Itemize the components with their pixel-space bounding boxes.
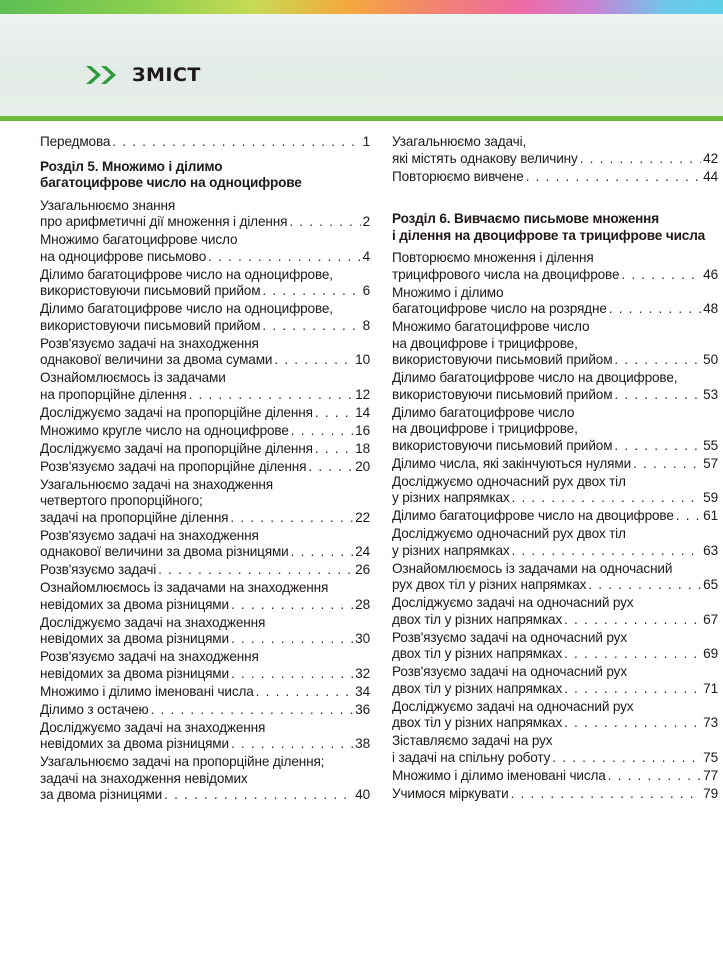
toc-entry-last-line: [392, 169, 718, 186]
toc-entry-text: Ділимо багатоцифрове число: [392, 404, 575, 420]
dot-leader: [633, 456, 701, 473]
page-header: [0, 14, 723, 116]
toc-entry[interactable]: [40, 134, 370, 151]
toc-entry-text: які містять однакову величину: [392, 150, 578, 166]
dot-leader: [231, 631, 353, 648]
toc-entry-text: Розв'язуємо задачі на знаходження: [40, 527, 259, 543]
dot-leader: [291, 423, 353, 440]
toc-entry[interactable]: [40, 301, 370, 334]
toc-entry-text: Узагальнюємо задачі на пропорційне ділення;: [40, 754, 325, 769]
page-number: 59: [703, 490, 718, 505]
toc-entry-text: Розв'язуємо задачі: [40, 562, 157, 577]
toc-entry-last-line: [40, 787, 370, 804]
toc-entry-last-line: [392, 786, 718, 803]
toc-entry-text: Ознайомлюємось із задачами: [40, 370, 226, 385]
page-number: 44: [703, 168, 718, 184]
dot-leader: [552, 750, 701, 767]
dot-leader: [588, 577, 701, 594]
toc-entry[interactable]: [392, 370, 718, 403]
dot-leader: [230, 510, 353, 527]
toc-entry[interactable]: [392, 526, 718, 559]
toc-entry-text: Ділимо з остачею: [40, 701, 149, 717]
toc-entry-last-line: [40, 736, 370, 753]
toc-entry-text: використовуючи письмовий прийом: [40, 283, 261, 298]
dot-leader: [564, 646, 701, 663]
dot-leader: [614, 387, 701, 404]
toc-entry-text: Повторюємо вивчене: [392, 168, 524, 184]
toc-entry-last-line: [40, 597, 370, 614]
toc-entry-text: рух двох тіл у різних напрямках: [392, 577, 587, 592]
toc-entry-text: однакової величини за двома сумами: [40, 352, 273, 367]
header-rule: [0, 116, 723, 121]
toc-entry[interactable]: [40, 702, 370, 719]
toc-entry-text: Досліджуємо одночасний рух двох тіл: [392, 526, 626, 541]
toc-entry-text: двох тіл у різних напрямках: [392, 611, 563, 627]
toc-entry-text: Ознайомлюємось із задачами на одночасний: [392, 560, 673, 576]
dot-leader: [262, 318, 360, 335]
toc-entry[interactable]: [40, 370, 370, 403]
dot-leader: [580, 151, 701, 168]
toc-entry-last-line: [40, 631, 370, 648]
toc-entry-text: Ділимо багатоцифрове число на одноцифрове,: [40, 301, 333, 316]
toc-entry-text: Ділимо числа, які закінчуються нулями: [392, 455, 632, 471]
toc-entry-text: Досліджуємо задачі на знаходження: [40, 614, 266, 630]
toc-entry-text: Узагальнюємо задачі на знаходження: [40, 476, 273, 492]
toc-entry[interactable]: [392, 664, 718, 697]
toc-entry-text: Досліджуємо задачі на одночасний рух: [392, 698, 634, 714]
toc-entry-text: у різних напрямках: [392, 490, 510, 505]
toc-entry-text: на одноцифрове письмово: [40, 248, 207, 264]
toc-entry-text: невідомих за двома різницями: [40, 665, 229, 681]
toc-entry-text: Досліджуємо задачі на знаходження: [40, 719, 266, 735]
toc-entry-last-line: [40, 318, 370, 335]
toc-entry-text: на двоцифрове і трицифрове,: [392, 421, 578, 436]
toc-entry-text: Передмова: [40, 134, 111, 149]
toc-entry-text: четвертого пропорційного;: [40, 493, 203, 508]
page-number: 73: [703, 715, 718, 730]
toc-entry[interactable]: [392, 474, 718, 507]
page-number: 67: [703, 611, 718, 627]
toc-entry-last-line: [392, 456, 718, 473]
toc-entry-last-line: [40, 666, 370, 683]
dot-leader: [676, 508, 701, 525]
page-number: 69: [703, 646, 718, 661]
dot-leader: [208, 249, 360, 266]
toc-entry-text: про арифметичні дії множення і ділення: [40, 214, 288, 229]
toc-entry-text: Розв'язуємо задачі на знаходження: [40, 335, 259, 351]
dot-leader: [564, 715, 701, 732]
page-number: 16: [355, 422, 370, 438]
page-number: 32: [355, 665, 370, 681]
page-number: 40: [355, 787, 370, 802]
toc-entry-text: Розв'язуємо задачі на одночасний рух: [392, 664, 627, 679]
page-number: 79: [703, 785, 718, 801]
toc-entry[interactable]: [392, 456, 718, 473]
page-number: 4: [362, 248, 370, 264]
dot-leader: [614, 438, 701, 455]
toc-entry-text: Учимося міркувати: [392, 785, 509, 801]
dot-leader: [608, 768, 702, 785]
section-heading-line: і ділення на двоцифрове та трицифрове числа: [392, 227, 706, 243]
toc-entry[interactable]: [392, 285, 718, 318]
toc-entry-last-line: [392, 543, 718, 560]
toc-entry-last-line: [40, 510, 370, 527]
dot-leader: [564, 681, 701, 698]
toc-entry[interactable]: [40, 562, 370, 579]
toc-entry-text: за двома різницями: [40, 787, 163, 802]
toc-entry[interactable]: [392, 508, 718, 525]
toc-entry-last-line: [40, 702, 370, 719]
toc-entry-last-line: [40, 405, 370, 422]
toc-entry[interactable]: [40, 528, 370, 561]
toc-entry-text: невідомих за двома різницями: [40, 736, 229, 751]
page-number: 20: [355, 458, 370, 474]
page-title: ЗМІСТ: [132, 64, 201, 86]
dot-leader: [164, 787, 353, 804]
toc-entry-text: і задачі на спільну роботу: [392, 749, 551, 765]
toc-entry[interactable]: [40, 198, 370, 231]
toc-entry-last-line: [40, 387, 370, 404]
section-heading-line: Розділ 5. Множимо і ділимо: [40, 158, 223, 174]
dot-leader: [526, 169, 701, 186]
page-number: 55: [703, 437, 718, 453]
toc-entry[interactable]: [392, 405, 718, 455]
color-stripe: [0, 0, 723, 14]
page-number: 36: [355, 701, 370, 717]
toc-entry-text: задачі на знаходження невідомих: [40, 770, 248, 786]
page-number: 53: [703, 386, 718, 402]
toc-entry-last-line: [392, 438, 718, 455]
toc-entry-text: невідомих за двома різницями: [40, 596, 229, 612]
toc-entry-last-line: [392, 646, 718, 663]
page-number: 8: [362, 317, 370, 333]
toc-entry-text: Розв'язуємо задачі на одночасний рух: [392, 629, 627, 645]
toc-entry-text: Досліджуємо задачі на пропорційне ділення: [40, 440, 313, 456]
toc-entry-text: Досліджуємо задачі на одночасний рух: [392, 595, 634, 610]
dot-leader: [315, 405, 353, 422]
toc-entry-text: двох тіл у різних напрямках: [392, 715, 563, 730]
toc-entry-text: Зіставляємо задачі на рух: [392, 733, 553, 748]
page-number: 46: [703, 266, 718, 282]
dot-leader: [274, 352, 353, 369]
toc-entry[interactable]: [40, 441, 370, 458]
toc-entry-text: двох тіл у різних напрямках: [392, 646, 563, 661]
dot-leader: [291, 544, 354, 561]
dot-leader: [564, 612, 701, 629]
toc-entry[interactable]: [40, 232, 370, 265]
toc-entry-text: Узагальнюємо задачі,: [392, 134, 527, 149]
toc-entry-text: Множимо і ділимо іменовані числа: [40, 683, 254, 699]
dot-leader: [231, 597, 353, 614]
page-number: 48: [703, 301, 718, 316]
section-heading-line: Розділ 6. Вивчаємо письмове множення: [392, 211, 660, 226]
toc-entry[interactable]: [392, 250, 718, 283]
toc-entry-text: Множимо і ділимо: [392, 284, 504, 300]
toc-entry-text: Множимо багатоцифрове число: [40, 232, 238, 247]
toc-entry[interactable]: [40, 423, 370, 440]
toc-entry[interactable]: [392, 134, 718, 167]
toc-entry-text: однакової величини за двома різницями: [40, 544, 289, 559]
header-title-group: [84, 64, 201, 86]
toc-entry-text: двох тіл у різних напрямках: [392, 680, 563, 696]
double-chevron-right-icon: [84, 64, 122, 86]
section-heading-line: багатоцифрове число на одноцифрове: [40, 175, 302, 190]
toc-entry[interactable]: [40, 615, 370, 648]
toc-right-column: [392, 134, 718, 804]
toc-entry-last-line: [392, 301, 718, 318]
toc-entry-last-line: [392, 267, 718, 284]
toc-entry-text: Повторюємо множення і ділення: [392, 250, 594, 265]
page-number: 10: [355, 352, 370, 367]
toc-entry[interactable]: [40, 336, 370, 369]
page-number: 75: [703, 749, 718, 765]
page-number: 34: [355, 683, 370, 699]
dot-leader: [308, 459, 353, 476]
toc-entry-text: Розв'язуємо задачі на пропорційне ділення: [40, 458, 307, 474]
toc-entry-last-line: [40, 214, 370, 231]
page-number: 26: [355, 562, 370, 577]
dot-leader: [231, 736, 353, 753]
toc-entry-last-line: [392, 612, 718, 629]
toc-entry[interactable]: [40, 754, 370, 804]
toc-entry[interactable]: [40, 405, 370, 422]
toc-entry[interactable]: [392, 733, 718, 766]
page-number: 38: [355, 736, 370, 751]
toc-entry-text: невідомих за двома різницями: [40, 631, 229, 646]
toc-entry[interactable]: [40, 267, 370, 300]
toc-entry-text: Ділимо багатоцифрове число на двоцифрове: [392, 508, 674, 523]
toc-entry[interactable]: [40, 459, 370, 476]
toc-entry-text: Ділимо багатоцифрове число на одноцифрове,: [40, 266, 333, 282]
toc-entry[interactable]: [392, 319, 718, 369]
dot-leader: [511, 786, 702, 803]
toc-entry-text: використовуючи письмовий прийом: [392, 386, 613, 402]
toc-entry-text: використовуючи письмовий прийом: [40, 317, 261, 333]
toc-entry-last-line: [40, 459, 370, 476]
toc-entry-text: Узагальнюємо знання: [40, 197, 176, 213]
toc-entry-text: використовуючи письмовий прийом: [392, 437, 613, 453]
toc-entry-text: у різних напрямках: [392, 542, 510, 558]
toc-entry-text: Розв'язуємо задачі на знаходження: [40, 649, 259, 664]
dot-leader: [609, 301, 701, 318]
toc-entry-last-line: [392, 577, 718, 594]
page-number: 71: [703, 680, 718, 696]
page-number: 28: [355, 596, 370, 612]
toc-entry-last-line: [392, 490, 718, 507]
toc-entry-text: Ділимо багатоцифрове число на двоцифрове,: [392, 370, 678, 385]
toc-entry[interactable]: [392, 699, 718, 732]
page-number: 63: [703, 542, 718, 558]
toc-entry-text: Досліджуємо задачі на пропорційне ділення: [40, 404, 313, 420]
toc-entry-text: трицифрового числа на двоцифрове: [392, 266, 620, 282]
page-number: 14: [355, 404, 370, 420]
toc-entry[interactable]: [40, 477, 370, 527]
dot-leader: [256, 684, 354, 701]
toc-entry-text: задачі на пропорційне ділення: [40, 509, 229, 525]
toc-entry-text: на пропорційне ділення: [40, 386, 187, 402]
dot-leader: [151, 702, 354, 719]
toc-entry[interactable]: [40, 580, 370, 613]
toc-entry-text: використовуючи письмовий прийом: [392, 352, 613, 367]
toc-entry-last-line: [40, 423, 370, 440]
dot-leader: [614, 352, 701, 369]
dot-leader: [289, 214, 360, 231]
toc-entry-text: Множимо і ділимо іменовані числа: [392, 767, 606, 783]
toc-entry-text: Множимо багатоцифрове число: [392, 319, 590, 334]
toc-entry-last-line: [392, 387, 718, 404]
toc-entry[interactable]: [40, 684, 370, 701]
toc-entry-last-line: [40, 562, 370, 579]
toc-entry-last-line: [392, 681, 718, 698]
toc-entry[interactable]: [392, 595, 718, 628]
page-number: 12: [355, 386, 370, 402]
dot-leader: [512, 490, 702, 507]
toc-entry-text: на двоцифрове і трицифрове,: [392, 335, 578, 351]
toc-entry-last-line: [40, 684, 370, 701]
page-number: 1: [362, 134, 370, 149]
page-number: 22: [355, 509, 370, 525]
toc-entry[interactable]: [40, 720, 370, 753]
toc-entry-last-line: [40, 249, 370, 266]
toc-entry-last-line: [392, 750, 718, 767]
dot-leader: [512, 543, 702, 560]
toc-left-column: [40, 134, 370, 805]
toc-entry-text: Досліджуємо одночасний рух двох тіл: [392, 473, 626, 489]
toc-entry-last-line: [392, 151, 718, 168]
section-heading: [40, 159, 370, 192]
page-number: 65: [703, 577, 718, 592]
page-number: 61: [703, 508, 718, 523]
page-number: 50: [703, 352, 718, 367]
toc-entry[interactable]: [40, 649, 370, 682]
page-number: 24: [355, 544, 370, 559]
dot-leader: [621, 267, 701, 284]
dot-leader: [315, 441, 353, 458]
toc-entry-text: Множимо кругле число на одноцифрове: [40, 422, 289, 438]
toc-entry[interactable]: [392, 169, 718, 186]
toc-entry-last-line: [392, 715, 718, 732]
toc-entry[interactable]: [392, 561, 718, 594]
dot-leader: [231, 666, 353, 683]
page-number: 77: [703, 767, 718, 783]
section-heading: [392, 211, 718, 244]
dot-leader: [189, 387, 354, 404]
toc-entry-last-line: [40, 134, 370, 151]
page-number: 42: [703, 150, 718, 166]
toc-entry-last-line: [40, 283, 370, 300]
toc-entry-text: багатоцифрове число на розрядне: [392, 301, 607, 316]
page-number: 18: [355, 440, 370, 456]
toc-entry-text: Ознайомлюємось із задачами на знаходження: [40, 580, 329, 595]
page-number: 6: [362, 283, 370, 298]
toc-entry[interactable]: [392, 768, 718, 785]
toc-entry[interactable]: [392, 786, 718, 803]
dot-leader: [158, 562, 353, 579]
toc-entry[interactable]: [392, 630, 718, 663]
page-number: 57: [703, 455, 718, 471]
page-number: 30: [355, 631, 370, 646]
toc-entry-last-line: [392, 768, 718, 785]
toc-entry-last-line: [392, 508, 718, 525]
toc-entry-last-line: [40, 352, 370, 369]
dot-leader: [112, 134, 360, 151]
toc-entry-last-line: [392, 352, 718, 369]
page-number: 2: [362, 214, 370, 229]
toc-entry-last-line: [40, 544, 370, 561]
toc-entry-last-line: [40, 441, 370, 458]
dot-leader: [262, 283, 360, 300]
